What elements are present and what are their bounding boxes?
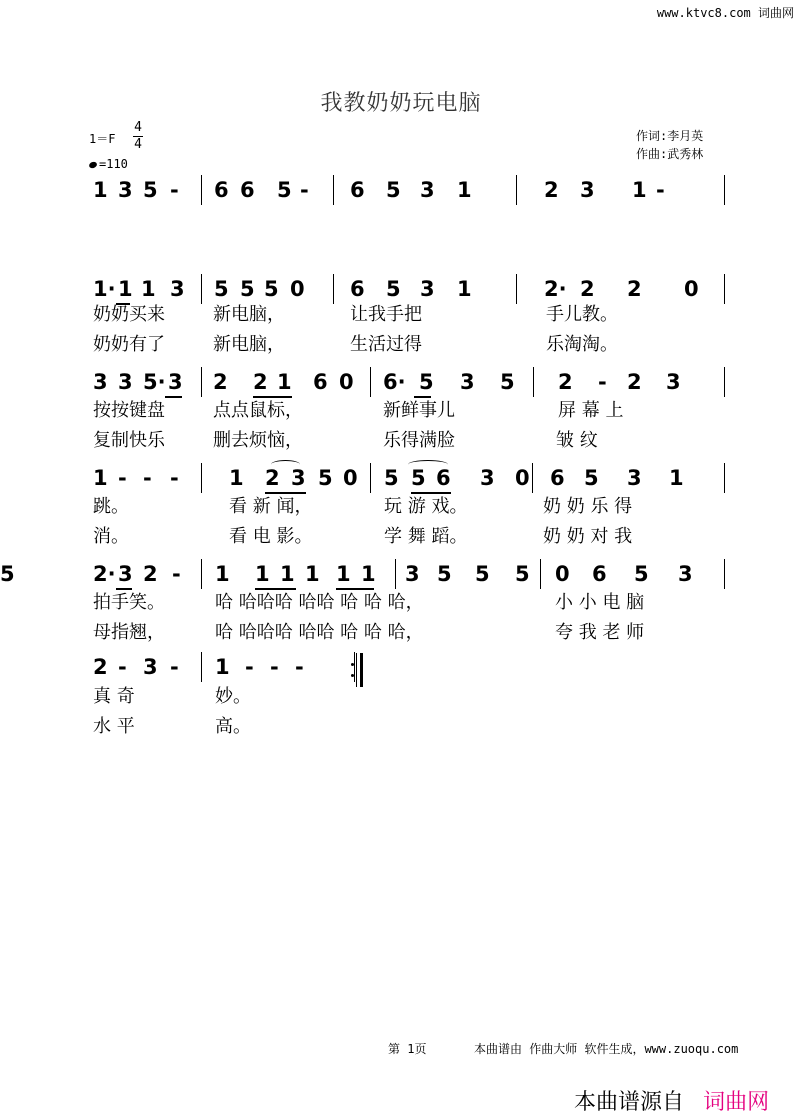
bar-line [333, 175, 334, 205]
note: 2 [265, 466, 280, 490]
note: - [598, 370, 607, 394]
beam-underline [255, 588, 296, 590]
note: 1 [336, 562, 351, 586]
note: 6 [313, 370, 328, 394]
quarter-note-icon [88, 160, 98, 168]
note: 6 [214, 178, 229, 202]
lyric-text: 高。 [215, 716, 251, 737]
note: 5 [386, 277, 401, 301]
beam-underline [411, 492, 451, 494]
bar-line [370, 367, 371, 397]
note: 3 [143, 655, 158, 679]
song-title: 我教奶奶玩电脑 [320, 91, 482, 116]
lyric-text: 删去烦恼， [213, 430, 303, 451]
beam-underline [265, 492, 306, 494]
lyric-text: 按按键盘 [93, 400, 165, 421]
note: 1 [118, 277, 133, 301]
note: 1 [215, 562, 230, 586]
slur-arc [271, 460, 300, 469]
beam-underline [336, 588, 374, 590]
lyric-text: 新鲜事儿 [383, 400, 455, 421]
time-top: 4 [134, 120, 142, 135]
lyric-text: 玩 游 戏。 [384, 496, 468, 517]
note: - [170, 178, 179, 202]
note: - [143, 466, 152, 490]
bar-line [724, 274, 725, 304]
lyric-text: 跳。 [93, 496, 129, 517]
note: 3 [291, 466, 306, 490]
footer-credit: 本曲谱由 作曲大师 软件生成，www.zuoqu.com [474, 1042, 739, 1056]
note: 5 [515, 562, 530, 586]
lyric-text: 乐得满脸 [383, 430, 455, 451]
lyric-text: 母指翘， [93, 622, 165, 643]
note: 2 [580, 277, 595, 301]
bar-line [724, 367, 725, 397]
note: 0 [290, 277, 305, 301]
note: 5 [475, 562, 490, 586]
bar-line [201, 175, 202, 205]
bar-line [395, 559, 396, 589]
bar-line [533, 367, 534, 397]
lyric-text: 看 新 闻， [229, 496, 313, 517]
bar-line [333, 274, 334, 304]
lyric-text: 屏 幕 上 [558, 400, 624, 421]
note: 1 [305, 562, 320, 586]
note: 1 [632, 178, 647, 202]
tempo-value: =110 [99, 157, 128, 171]
lyric-text: 看 电 影。 [229, 526, 313, 547]
note: 5 [437, 562, 452, 586]
note: 2 [627, 277, 642, 301]
beam-underline [116, 588, 132, 590]
lyric-text: 奶 奶 乐 得 [543, 496, 633, 517]
bar-line [516, 274, 517, 304]
note: 1· [93, 277, 116, 301]
beam-underline [116, 303, 130, 305]
lyric-text: 消。 [93, 526, 129, 547]
note: 0 [515, 466, 530, 490]
note: 1 [669, 466, 684, 490]
note: 3 [666, 370, 681, 394]
note: 5 [634, 562, 649, 586]
lyric-text: 拍手笑。 [93, 592, 165, 613]
note: 3 [678, 562, 693, 586]
note: 1 [280, 562, 295, 586]
note: 6· [383, 370, 406, 394]
note: 5 [214, 277, 229, 301]
brand-text: 本曲谱源自 [574, 1090, 685, 1115]
bar-line [201, 367, 202, 397]
note: 5 [419, 370, 434, 394]
note: 1 [229, 466, 244, 490]
bar-line [724, 463, 725, 493]
beam-underline [414, 396, 431, 398]
note: 2· [544, 277, 567, 301]
lyric-text: 新电脑， [213, 334, 285, 355]
bar-line [724, 559, 725, 589]
note: 3 [420, 178, 435, 202]
note: 3 [118, 562, 133, 586]
note: - [656, 178, 665, 202]
slur-arc [408, 460, 448, 469]
note: 3 [480, 466, 495, 490]
repeat-end-icon [350, 653, 364, 687]
note: - [300, 178, 309, 202]
note: 3 [460, 370, 475, 394]
note: - [170, 655, 179, 679]
note: 2 [558, 370, 573, 394]
note: 6 [550, 466, 565, 490]
note: 3 [118, 370, 133, 394]
site-watermark: www.ktvc8.com 词曲网 [656, 6, 794, 20]
note: 2 [143, 562, 158, 586]
note: 5 [0, 562, 15, 586]
time-bottom: 4 [134, 137, 142, 152]
note: 0 [684, 277, 699, 301]
note: - [170, 466, 179, 490]
key-signature: 1＝F [89, 132, 116, 146]
note: 5· [143, 370, 166, 394]
note: 5 [240, 277, 255, 301]
note: 2 [213, 370, 228, 394]
lyric-text: 点点鼠标， [213, 400, 303, 421]
bar-line [201, 652, 202, 682]
lyric-text: 奶 奶 对 我 [543, 526, 633, 547]
note: 1 [93, 178, 108, 202]
lyric-text: 乐淘淘。 [546, 334, 618, 355]
tempo [89, 157, 128, 171]
lyric-text: 哈 哈哈哈 哈哈 哈 哈 哈， [215, 622, 424, 643]
note: 3 [93, 370, 108, 394]
note: 3 [170, 277, 185, 301]
composer: 作曲:武秀林 [636, 147, 704, 161]
lyric-text: 让我手把 [350, 304, 422, 325]
note: 3 [168, 370, 183, 394]
lyricist: 作词:李月英 [636, 129, 704, 143]
note: 5 [411, 466, 426, 490]
note: 5 [584, 466, 599, 490]
note: 6 [592, 562, 607, 586]
note: 0 [555, 562, 570, 586]
note: - [245, 655, 254, 679]
lyric-text: 复制快乐 [93, 430, 165, 451]
note: 6 [350, 277, 365, 301]
note: - [295, 655, 304, 679]
note: 5 [264, 277, 279, 301]
note: 1 [141, 277, 156, 301]
note: 5 [318, 466, 333, 490]
bar-line [532, 463, 533, 493]
lyric-text: 奶奶买来 [93, 304, 165, 325]
lyric-text: 妙。 [215, 686, 251, 707]
note: - [118, 655, 127, 679]
lyric-text: 夸 我 老 师 [555, 622, 645, 643]
note: 2· [93, 562, 116, 586]
lyric-text: 奶奶有了 [93, 334, 165, 355]
note: 2 [627, 370, 642, 394]
note: 5 [386, 178, 401, 202]
note: 3 [627, 466, 642, 490]
note: 0 [343, 466, 358, 490]
lyric-text: 皱 纹 [556, 430, 598, 451]
bar-line [724, 175, 725, 205]
note: 1 [215, 655, 230, 679]
note: 3 [118, 178, 133, 202]
bar-line [201, 559, 202, 589]
note: 1 [457, 277, 472, 301]
note: 3 [420, 277, 435, 301]
note: 3 [580, 178, 595, 202]
bar-line [516, 175, 517, 205]
note: - [270, 655, 279, 679]
lyric-text: 真 奇 [93, 686, 135, 707]
time-signature [133, 120, 143, 153]
beam-underline [165, 396, 182, 398]
beam-underline [253, 396, 292, 398]
lyric-text: 手儿教。 [546, 304, 618, 325]
page-number: 第 1页 [388, 1042, 427, 1056]
note: 5 [143, 178, 158, 202]
note: 5 [277, 178, 292, 202]
note: 2 [253, 370, 268, 394]
note: 1 [361, 562, 376, 586]
note: 6 [240, 178, 255, 202]
note: 1 [255, 562, 270, 586]
brand-name: 词曲网 [703, 1090, 770, 1115]
lyric-text: 新电脑， [213, 304, 285, 325]
note: - [172, 562, 181, 586]
note: 0 [339, 370, 354, 394]
lyric-text: 学 舞 蹈。 [384, 526, 468, 547]
note: 3 [405, 562, 420, 586]
note: 1 [93, 466, 108, 490]
note: - [118, 466, 127, 490]
note: 6 [436, 466, 451, 490]
lyric-text: 生活过得 [350, 334, 422, 355]
brand-logo [574, 1085, 769, 1116]
lyric-text: 水 平 [93, 716, 135, 737]
note: 6 [350, 178, 365, 202]
bar-line [201, 463, 202, 493]
note: 5 [384, 466, 399, 490]
note: 2 [93, 655, 108, 679]
note: 1 [457, 178, 472, 202]
bar-line [370, 463, 371, 493]
lyric-text: 哈 哈哈哈 哈哈 哈 哈 哈， [215, 592, 424, 613]
note: 2 [544, 178, 559, 202]
bar-line [201, 274, 202, 304]
note: 5 [500, 370, 515, 394]
lyric-text: 小 小 电 脑 [555, 592, 645, 613]
bar-line [540, 559, 541, 589]
note: 1 [277, 370, 292, 394]
